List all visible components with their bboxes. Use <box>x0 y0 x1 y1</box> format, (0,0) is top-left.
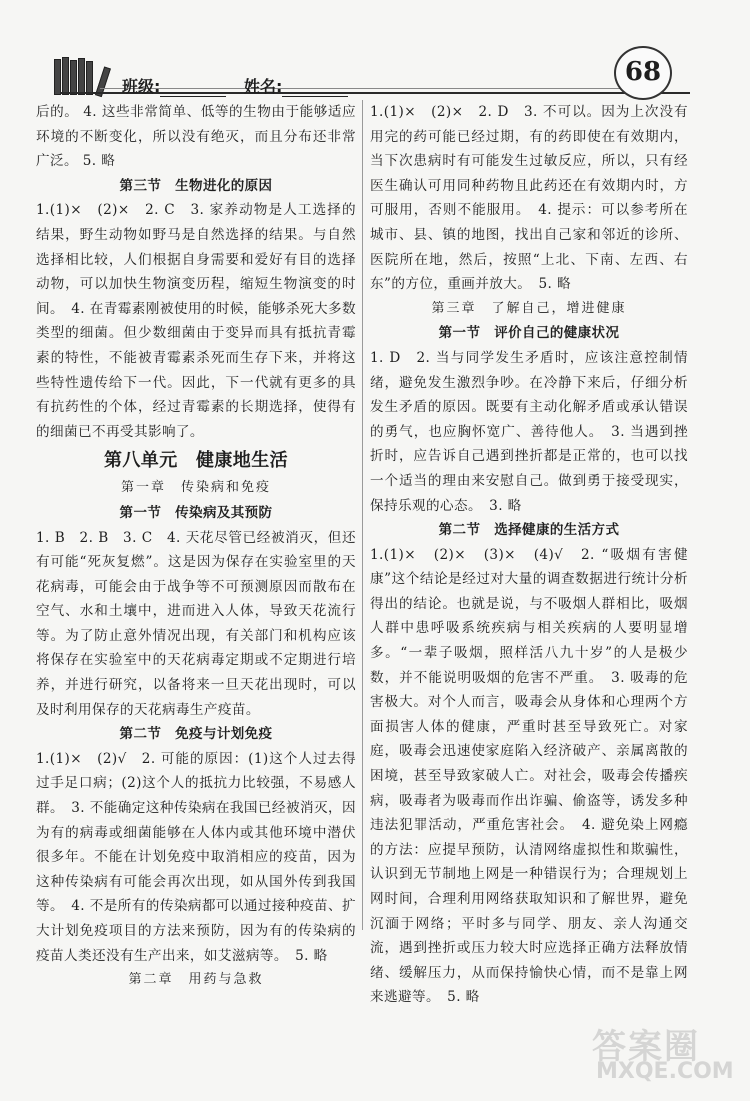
name-label: 姓名: <box>244 77 283 96</box>
class-field <box>122 74 226 97</box>
paragraph: 后的。 4. 这些非常简单、低等的生物由于能够适应环境的不断变化，所以没有绝灭，而且分布还非常广泛。 5. 略 <box>36 104 356 170</box>
page-header <box>0 0 750 105</box>
paragraph: 1. D 2. 当与同学发生矛盾时，应该注意控制情绪，避免发生激烈争吵。在冷静下来后，仔细分析发生矛盾的原因。既要有主动化解矛盾或承认错误的勇气，也应胸怀宽广、善待他人。 3. 当遇到挫折时，应告诉自己遇到挫折都是正常的，也可以找一个适当的理由来安慰自己。做到勇于接受现实，保持乐观的心态。 3. 略 <box>370 349 688 514</box>
unit-title: 第八单元 健康地生活 <box>104 450 288 472</box>
books-icon <box>52 55 112 95</box>
section-title: 第二节 选择健康的生活方式 <box>438 522 620 539</box>
class-label: 班级: <box>122 77 161 96</box>
paragraph: 1.(1)× (2)× 2. D 3. 不可以。因为上次没有用完的药可能已经过期，有的药即使在有效期内，当下次患病时有可能发生过敏反应，所以，只有经医生确认可用同种药物且此药还在有效期内时，方可服用，否则不能服用。 4. 提示：可以参考所在城市、县、镇的地图，找出自己家和邻近的诊所、医院所在地，然后，按照“上北、下南、左西、右东”的方位，重画并放大。 5. 略 <box>370 104 688 293</box>
class-blank <box>160 80 226 97</box>
section-title: 第一节 传染病及其预防 <box>119 504 273 521</box>
chapter-title: 第三章 了解自己，增进健康 <box>431 300 627 316</box>
column-divider <box>362 100 363 930</box>
left-column <box>36 100 356 993</box>
name-field <box>244 74 348 97</box>
section-title: 第一节 评价自己的健康状况 <box>438 325 620 342</box>
name-blank <box>282 80 348 97</box>
chapter-title: 第二章 用药与急救 <box>128 972 264 988</box>
paragraph: 1.(1)× (2)× (3)× (4)√ 2. “吸烟有害健康”这个结论是经过对大量的调查数据进行统计分析得出的结论。也就是说，与不吸烟人群相比，吸烟人群中患呼吸系统疾病与相关疾病的人要明显增多。“一辈子吸烟，照样活八九十岁”的人是极少数，并不能说明吸烟的危害不严重。 3. 吸毒的危害极大。对个人而言，吸毒会从身体和心理两个方面损害人体的健康，严重时甚至导致死亡。对家庭，吸毒会迅速使家庭陷入经济破产、亲属离散的困境，甚至导致家破人亡。对社会，吸毒会传播疾病，吸毒者为吸毒而作出诈骗、偷盗等，诱发多种违法犯罪活动，严重危害社会。 4. 避免染上网瘾的方法：应提早预防，认清网络虚拟性和欺骗性，认识到无节制地上网是一种错误行为；合理规划上网时间，合理利用网络获取知识和了解世界，避免沉湎于网络；平时多与同学、朋友、亲人沟通交流，遇到挫折或压力较大时应选择正确方法释放情绪、缓解压力，从而保持愉快心情，而不是靠上网来逃避等。 5. 略 <box>370 546 688 1006</box>
watermark-url: MXQE.COM <box>596 1059 734 1084</box>
paragraph: 1. B 2. B 3. C 4. 天花尽管已经被消灭，但还有可能“死灰复燃”。这是因为保存在实验室里的天花病毒，可能会由于战争等不可预测原因而散布在空气、水和土壤中，进而进入人体，导致天花流行等。为了防止意外情况出现，有关部门和机构应该将保存在实验室中的天花病毒定期或不定期进行培养，并进行研究，以备将来一旦天花出现时，可以及时利用保存的天花病毒生产疫苗。 <box>36 529 356 718</box>
chapter-title: 第一章 传染病和免疫 <box>120 480 271 496</box>
paragraph: 1.(1)× (2)√ 2. 可能的原因：(1)这个人过去得过手足口病；(2)这个人的抵抗力比较强，不易感人群。 3. 不能确定这种传染病在我国已经被消灭，因为有的病毒或细菌能够在人体内或其他环境中潜伏很多年。不能在计划免疫中取消相应的疫苗，因为这种传染病有可能会再次出现，如从国外传到我国等。 4. 不是所有的传染病都可以通过接种疫苗、扩大计划免疫项目的方法来预防，因为有的传染病的疫苗人类还没有生产出来，如艾滋病等。 5. 略 <box>36 750 356 964</box>
watermark-logo <box>582 1019 732 1089</box>
page-number: 68 <box>614 46 672 100</box>
right-column <box>370 100 688 1010</box>
section-title: 第二节 免疫与计划免疫 <box>119 726 273 743</box>
paragraph: 1.(1)× (2)× 2. C 3. 家养动物是人工选择的结果，野生动物如野马是自然选择的结果。与自然选择相比较，人们根据自身需要和爱好有目的选择动物，可以加快生物演变历程，缩短生物演变的时间。 4. 在青霉素刚被使用的时候，能够杀死大多数类型的细菌。但少数细菌由于变异而具有抵抗青霉素的特性，不能被青霉素杀死而生存下来，并将这些特性遗传给下一代。因此，下一代就有更多的具有抗药性的个体，经过青霉素的长期选择，使得有的细菌已不再受其影响了。 <box>36 202 356 440</box>
section-title: 第三节 生物进化的原因 <box>119 177 273 194</box>
watermark-text: 答案圈 <box>592 1027 700 1067</box>
